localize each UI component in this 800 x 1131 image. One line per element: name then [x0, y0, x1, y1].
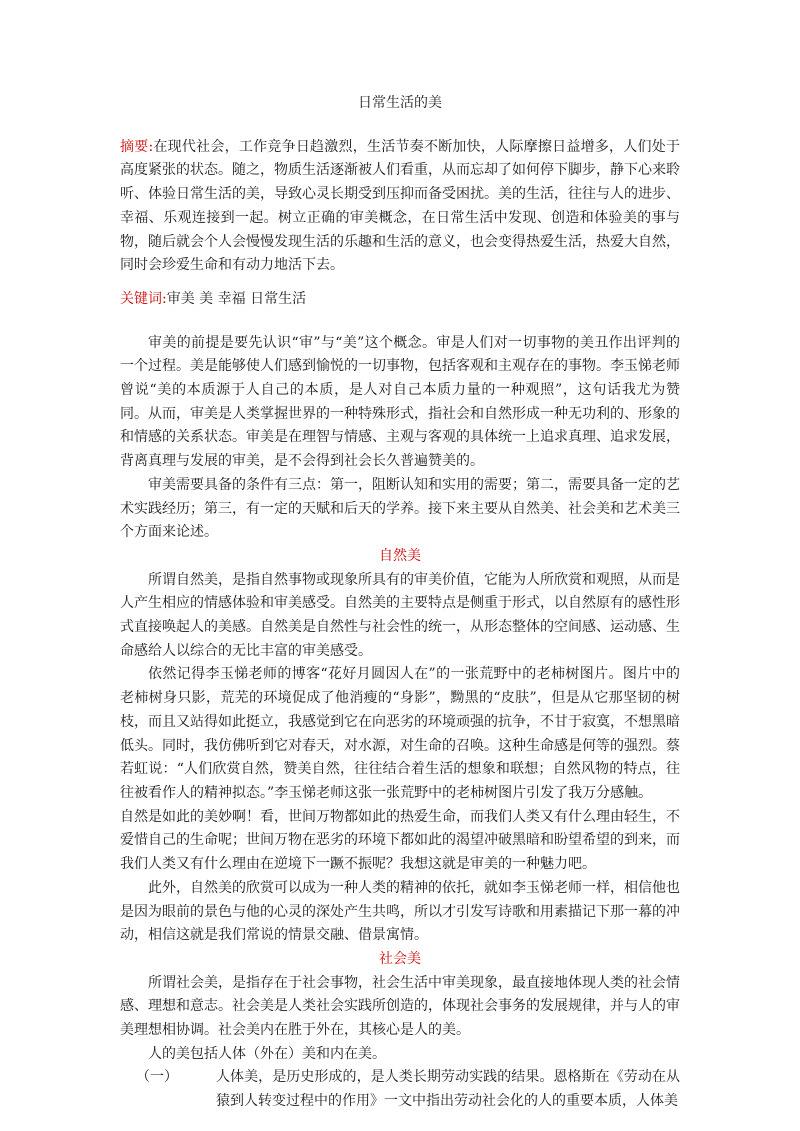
- section-paragraph: 所谓自然美，是指自然事物或现象所具有的审美价值，它能为人所欣赏和观照，从而是人产生相应的情感体验和审美感受。自然美的主要特点是侧重于形式，以自然原有的感性形式直接唤起人的美感。自然美是自然性与社会性的统一，从形态整体的空间感、运动感、生命感给人以综合的无比丰富的审美感受。: [120, 571, 680, 659]
- section-paragraph: 所谓社会美，是指存在于社会事物，社会生活中审美现象，最直接地体现人类的社会情感、理想和意志。社会美是人类社会实践所创造的，体现社会事务的发展规律，并与人的审美理想相协调。社会美内在胜于外在，其核心是人的美。: [120, 974, 680, 1039]
- keywords: [120, 288, 680, 312]
- section-heading-social-beauty: 社会美: [379, 950, 421, 967]
- abstract-label: 摘要:: [120, 138, 154, 155]
- abstract-text: 在现代社会，工作竞争日趋激烈，生活节奏不断加快，人际摩擦日益增多，人们处于高度紧张的状态。随之，物质生活逐渐被人们看重，从而忘却了如何停下脚步，静下心来聆听、体验日常生活的美，导致心灵长期受到压抑而备受困扰。美的生活，往往与人的进步、幸福、乐观连接到一起。树立正确的审美概念，在日常生活中发现、创造和体验美的事与物，随后就会个人会慢慢发现生活的乐趣和生活的意义，也会变得热爱生活，热爱大自然，同时会珍爱生命和有动力地活下去。: [120, 138, 681, 274]
- list-item-text: 人体美，是历史形成的，是人类长期劳动实践的结果。恩格斯在《劳动在从猿到人转变过程中的作用》一文中指出劳动社会化的人的重要本质，人体美: [216, 1069, 680, 1110]
- keywords-label: 关键词:: [120, 290, 167, 307]
- document-body: [120, 90, 680, 1114]
- section-paragraph: 自然是如此的美妙啊！看，世间万物都如此的热爱生命，而我们人类又有什么理由轻生，不爱惜自己的生命呢；世间万物在恶劣的环境下都如此的渴望冲破黑暗和盼望希望的到来，而我们人类又有什么理由在逆境下一蹶不振呢？我想这就是审美的一种魅力吧。: [120, 808, 680, 873]
- list-item: [120, 1066, 680, 1113]
- keywords-text: 审美 美 幸福 日常生活: [166, 290, 307, 307]
- list-item-marker: （一）: [136, 1069, 178, 1086]
- section-paragraph: 依然记得李玉悌老师的博客“花好月圆因人在”的一张荒野中的老柿树图片。图片中的老柿树身只影，荒芜的环境促成了他消瘦的“身影”，黝黑的“皮肤”，但是从它那坚韧的树枝，而且又站得如此挺立，我感觉到它在向恶劣的环境顽强的抗争，不甘于寂寞，不想黑暗低头。同时，我仿佛听到它对春天，对水源，对生命的召唤。这种生命感是何等的强烈。蔡若虹说：“人们欣赏自然，赞美自然，往往结合着生活的想象和联想；自然风物的特点，往往被看作人的精神拟态。”李玉悌老师这张一张荒野中的老柿树图片引发了我万分感触。: [120, 666, 680, 801]
- document-title: 日常生活的美: [358, 95, 442, 111]
- section-paragraph: 此外，自然美的欣赏可以成为一种人类的精神的依托，就如李玉悌老师一样，相信他也是因为眼前的景色与他的心灵的深处产生共鸣，所以才引发写诗歌和用素描记下那一幕的冲动，相信这就是我们常说的情景交融、借景寓情。: [120, 879, 680, 944]
- section-paragraph: 人的美包括人体（外在）美和内在美。: [148, 1045, 386, 1062]
- intro-paragraph: 审美需要具备的条件有三点：第一，阻断认知和实用的需要；第二，需要具备一定的艺术实践经历；第三，有一定的天赋和后天的学养。接下来主要从自然美、社会美和艺术美三个方面来论述。: [120, 476, 680, 541]
- section-heading-natural-beauty: 自然美: [379, 547, 421, 564]
- intro-paragraph: 审美的前提是要先认识“审”与“美”这个概念。审是人们对一切事物的美丑作出评判的一个过程。美是能够使人们感到愉悦的一切事物，包括客观和主观存在的事物。李玉悌老师曾说“美的本质源于人自己的本质，是人对自己本质力量的一种观照”，这句话我尤为赞同。从而，审美是人类掌握世界的一种特殊形式，指社会和自然形成一种无功利的、形象的和情感的关系状态。审美是在理智与情感、主观与客观的具体统一上追求真理、追求发展，背离真理与发展的审美，是不会得到社会长久普遍赞美的。: [120, 334, 680, 470]
- abstract: [120, 136, 680, 278]
